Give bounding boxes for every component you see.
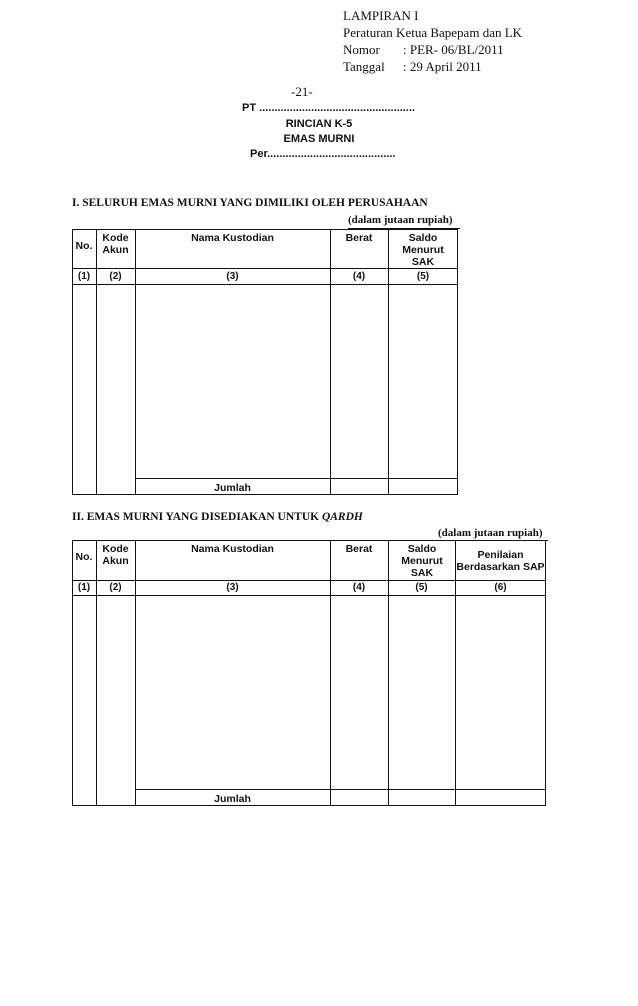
table1-hline bbox=[135, 478, 458, 479]
section2-title-italic: QARDH bbox=[321, 511, 363, 523]
col-number: (5) bbox=[415, 582, 428, 593]
col-header-nama-kustodian: Nama Kustodian bbox=[191, 232, 274, 244]
appendix-label: LAMPIRAN I bbox=[343, 8, 419, 23]
regulation-title: Peraturan Ketua Bapepam dan LK bbox=[343, 25, 523, 40]
section1-unit: (dalam jutaan rupiah) bbox=[348, 214, 453, 226]
table2-hline bbox=[135, 789, 546, 790]
col-header-berat: Berat bbox=[345, 543, 373, 555]
table1-hline bbox=[72, 284, 458, 285]
col-header-nama-kustodian: Nama Kustodian bbox=[191, 543, 274, 555]
col-header-penilaian: Penilaian Berdasarkan SAP bbox=[456, 549, 545, 573]
tanggal-row bbox=[343, 59, 482, 74]
col-number: (3) bbox=[226, 271, 239, 282]
col-header-saldo: Saldo Menurut SAK bbox=[401, 543, 443, 579]
page-number: -21- bbox=[291, 84, 313, 99]
nomor-value: : PER- 06/BL/2011 bbox=[403, 42, 504, 57]
nomor-row bbox=[343, 42, 504, 57]
col-header-no: No. bbox=[75, 240, 93, 252]
nomor-label: Nomor bbox=[343, 42, 380, 57]
total-label: Jumlah bbox=[214, 482, 251, 494]
col-number: (2) bbox=[109, 582, 122, 593]
tanggal-value: : 29 April 2011 bbox=[403, 59, 482, 74]
col-number: (1) bbox=[77, 271, 91, 282]
section2-title bbox=[72, 511, 363, 523]
col-number: (1) bbox=[77, 582, 91, 593]
tanggal-label: Tanggal bbox=[343, 59, 385, 74]
col-number: (2) bbox=[109, 271, 122, 282]
col-header-kode-akun: Kode Akun bbox=[102, 543, 129, 567]
table2-hline bbox=[72, 595, 546, 596]
col-number: (4) bbox=[352, 582, 366, 593]
pt-line: PT ................................................... bbox=[242, 102, 415, 114]
col-header-saldo: Saldo Menurut SAK bbox=[402, 232, 444, 268]
per-line: Per.......................................... bbox=[250, 148, 396, 160]
col-header-kode-akun: Kode Akun bbox=[102, 232, 129, 256]
table1-hline bbox=[72, 268, 458, 269]
form-subtitle: EMAS MURNI bbox=[283, 133, 355, 145]
col-header-no: No. bbox=[75, 551, 93, 563]
section2-unit: (dalam jutaan rupiah) bbox=[438, 527, 543, 539]
col-number: (6) bbox=[494, 582, 507, 593]
table2-hline bbox=[72, 580, 546, 581]
section2-title-text: II. EMAS MURNI YANG DISEDIAKAN UNTUK bbox=[72, 511, 320, 523]
col-number: (3) bbox=[226, 582, 239, 593]
form-title: RINCIAN K-5 bbox=[285, 118, 353, 130]
col-header-berat: Berat bbox=[345, 232, 373, 244]
total-label: Jumlah bbox=[214, 793, 251, 805]
col-number: (5) bbox=[416, 271, 430, 282]
section1-title: I. SELURUH EMAS MURNI YANG DIMILIKI OLEH PERUSAHAAN bbox=[72, 197, 428, 209]
col-number: (4) bbox=[352, 271, 366, 282]
